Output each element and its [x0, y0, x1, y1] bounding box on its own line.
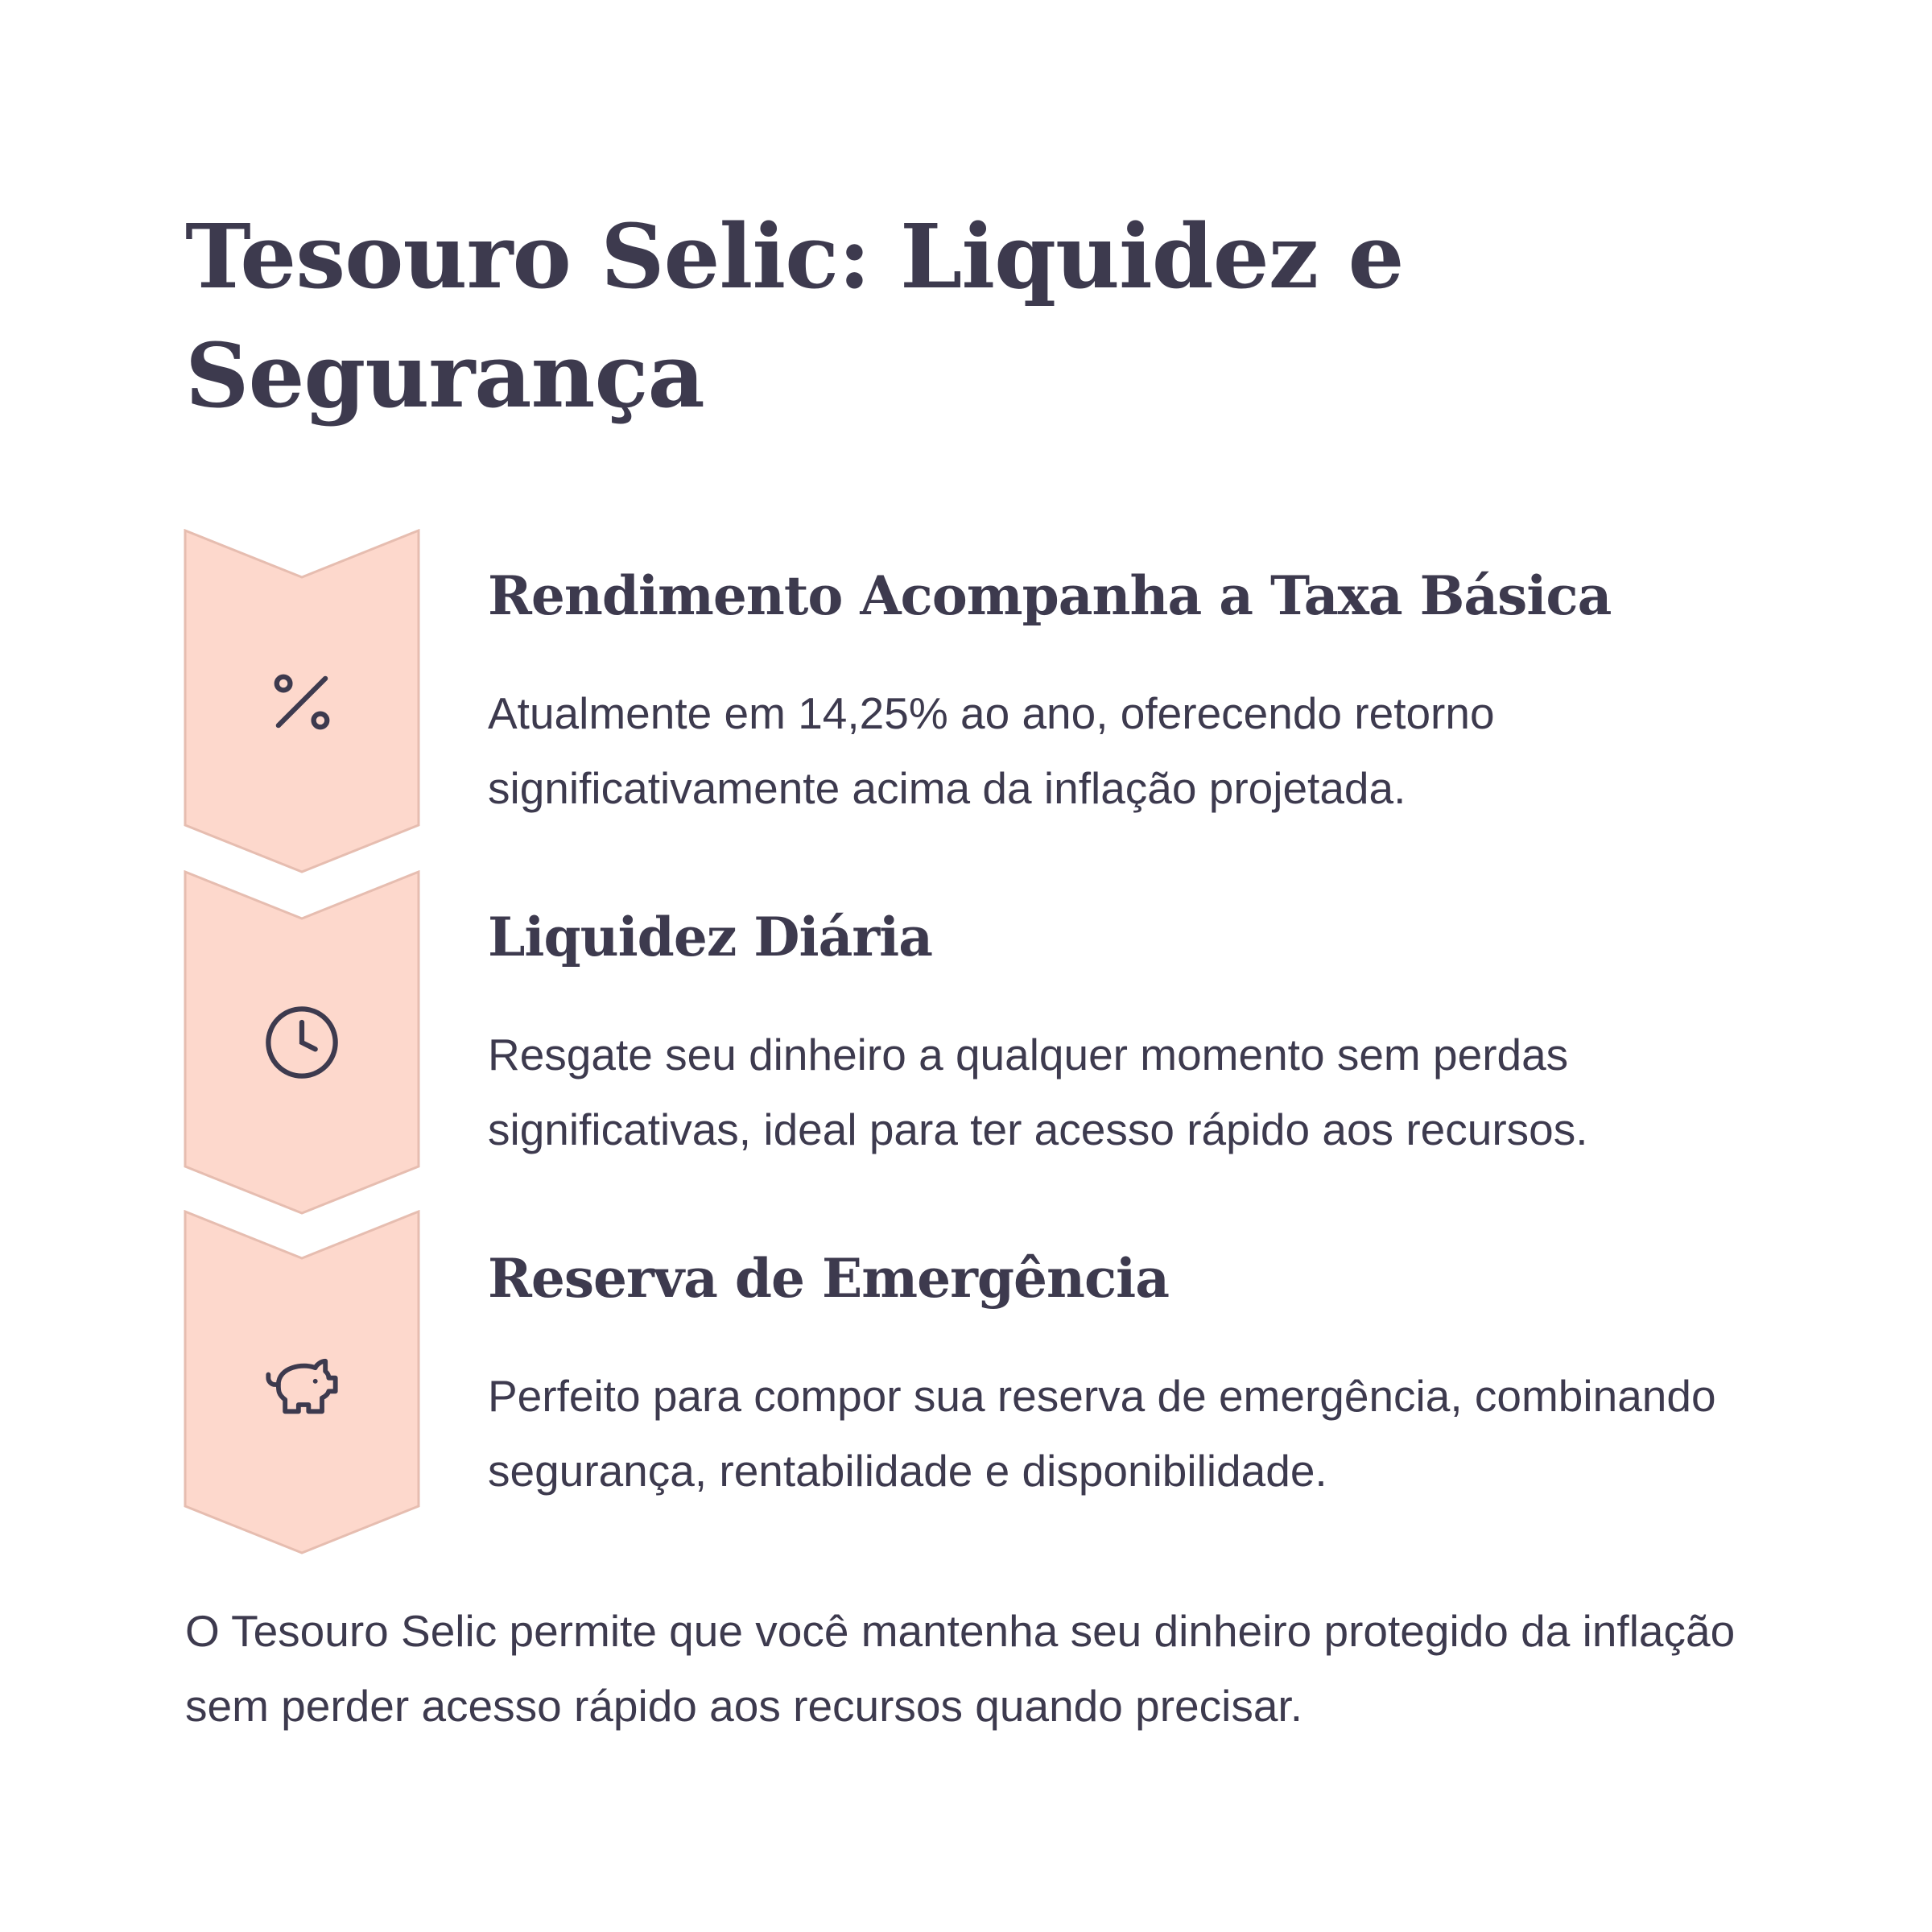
item-heading: Rendimento Acompanha a Taxa Básica: [488, 564, 1612, 627]
footer-text: O Tesouro Selic permite que você mantenha seu dinheiro protegido da inflação sem perder acesso rápido aos recursos quando precisar.: [185, 1606, 1736, 1731]
page-title: Tesouro Selic: Liquidez e Segurança: [185, 204, 1404, 427]
clock-icon: [262, 1002, 342, 1083]
piggy-bank-icon: [262, 1344, 342, 1425]
item-heading: Reserva de Emergência: [488, 1247, 1170, 1310]
item-description: Perfeito para compor sua reserva de emergência, combinando segurança, rentabilidade e disponibilidade.: [488, 1371, 1716, 1496]
item-description: Resgate seu dinheiro a qualquer momento sem perdas significativas, ideal para ter acesso rápido aos recursos.: [488, 1030, 1588, 1154]
item-description: Atualmente em 14,25% ao ano, oferecendo retorno significativamente acima da inflação projetada.: [488, 688, 1495, 813]
item-heading: Liquidez Diária: [488, 906, 932, 968]
percent-icon: [262, 662, 342, 742]
